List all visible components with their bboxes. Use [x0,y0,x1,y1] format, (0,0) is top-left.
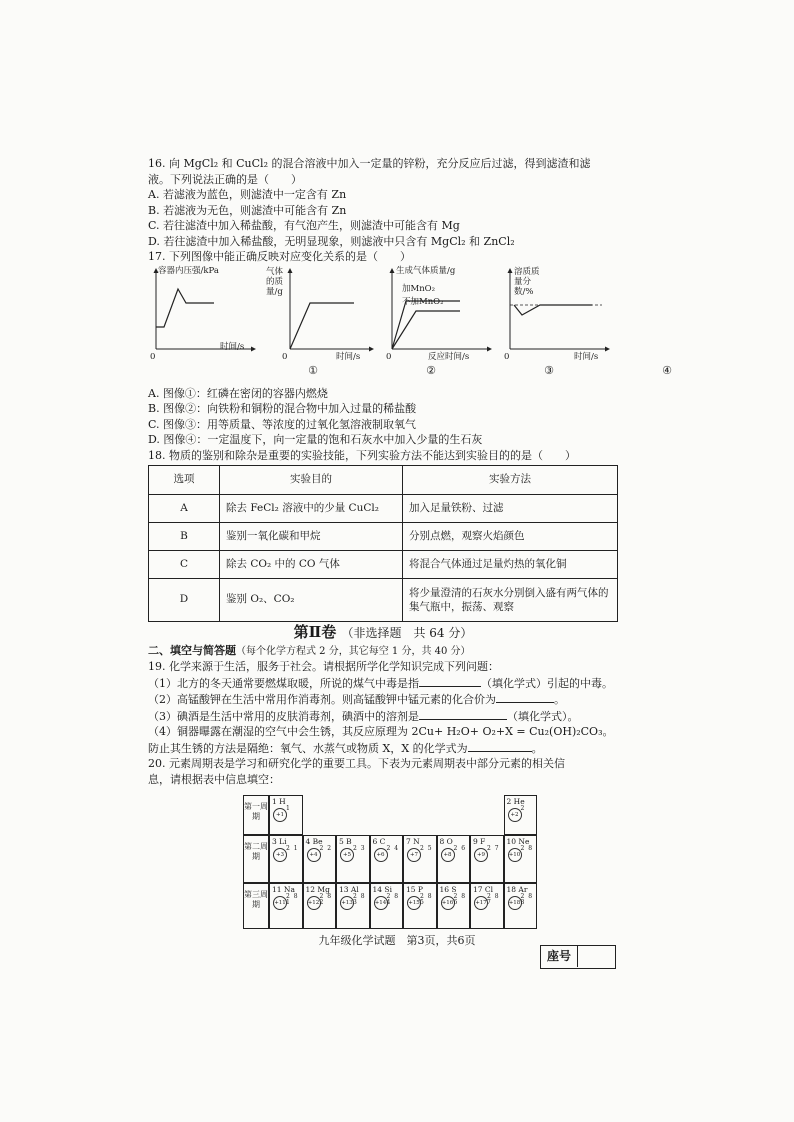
atom-nucleus-icon: +12 [307,896,321,910]
q19-item-4: （4）铜器曝露在潮湿的空气中会生锈，其反应原理为 2Cu+ H₂O+ O₂+X = Cu₂(OH)₂CO₃。 [148,725,614,738]
element-cell-cl [470,883,504,929]
q19-item-2-suffix: 。 [554,693,565,706]
element-cell-o [437,835,471,883]
element-cell-s [437,883,471,929]
q19-item-4-end: 。 [531,741,543,755]
chart-4-curve [514,305,592,315]
q19-answer-1-blank[interactable] [419,675,481,687]
electron-shells: 2 [520,805,526,812]
chart-3-legend-b: 不加MnO₂ [402,296,444,307]
element-label: 15 P [406,885,423,894]
section-2-heading-note: （每个化学方程式 2 分，其它每空 1 分，共 40 分） [236,645,471,657]
element-cell-f [470,835,504,883]
periodic-table [243,789,538,929]
atom-nucleus-icon: +8 [441,848,455,862]
electron-shells: 2 8 [520,845,534,852]
element-label: 16 S [439,885,457,894]
seat-number-label: 座号 [541,946,578,967]
element-cell-b [336,835,370,883]
q18-row-b-option: B [149,523,220,551]
atom-nucleus-icon: +9 [474,848,488,862]
q18-row-d-method: 将少量澄清的石灰水分别倒入盛有两气体的集气瓶中，振荡、观察 [403,579,618,622]
element-label: 11 Na [272,885,295,894]
element-cell-si [370,883,404,929]
electron-shells: 2 8 1 [286,893,299,906]
atom-nucleus-icon: +14 [374,896,388,910]
q18-table [148,465,618,622]
q16-stem-line2: 液。下列说法正确的是（ ） [148,172,302,186]
chart-4-caption: ④ [662,364,672,377]
section-2-subtitle: （非选择题 共 64 分） [341,626,473,640]
q17-option-a: A. 图像①：红磷在密闭的容器内燃烧 [148,386,328,400]
chart-4-origin: 0 [504,351,510,362]
electron-shells: 2 3 [353,845,366,852]
q17-option-d: D. 图像④：一定温度下，向一定量的饱和石灰水中加入少量的生石灰 [148,433,483,446]
element-cell-ne [504,835,538,883]
chart-3-plot [384,267,494,357]
electron-shells: 2 6 [453,845,467,852]
q19-item-4-line2-text: 防止其生锈的方法是隔绝：氧气、水蒸气或物质 X，X 的化学式为 [148,741,468,755]
electron-shells: 2 8 5 [420,893,433,906]
electron-shells: 2 2 [319,845,333,852]
element-label: 7 N [406,837,420,846]
section-2-heading [148,643,618,660]
q17-option-b: B. 图像②：向铁粉和铜粉的混合物中加入过量的稀盐酸 [148,402,417,415]
atom-nucleus-icon: +3 [273,848,287,862]
q19-item-3-text: （3）碘酒是生活中常用的皮肤消毒剂，碘酒中的溶剂是 [148,709,419,723]
chart-3-legend-a: 加MnO₂ [402,283,436,294]
q18-row-b-purpose: 鉴别一氧化碳和甲烷 [220,523,403,551]
period-2-label: 第二周期 [243,835,269,883]
table-row [149,523,618,551]
element-label: 10 Ne [506,837,530,846]
electron-shells: 2 8 8 [520,893,534,906]
element-label: 5 B [339,837,352,846]
q17-stem: 17. 下列图像中能正确反映对应变化关系的是（ ） [148,250,411,263]
q18-table-header [149,466,618,495]
chart-3-xlabel: 反应时间/s [428,351,470,362]
element-label: 8 O [439,837,453,846]
chart-3-ylabel: 生成气体质量/g [396,265,456,276]
q19-item-2 [148,691,618,708]
atom-nucleus-icon: +15 [407,896,421,910]
electron-shells: 2 7 [487,845,500,852]
atom-nucleus-icon: +2 [508,808,522,822]
element-cell-h [269,795,303,835]
element-cell-be [303,835,337,883]
q18-row-d-purpose: 鉴别 O₂、CO₂ [220,579,403,622]
q19-answer-4-blank[interactable] [468,740,532,752]
element-cell-na [269,883,303,929]
q18-header-method: 实验方法 [403,466,618,495]
chart-3-caption: ③ [544,364,554,377]
chart-3-origin: 0 [386,351,392,362]
q18-row-c-option: C [149,551,220,579]
q19-item-4-line2 [148,740,618,757]
chart-3-curve-catalyst [392,301,460,349]
table-row [149,579,618,622]
electron-shells: 2 4 [386,845,400,852]
atom-nucleus-icon: +5 [340,848,354,862]
q19-item-3 [148,708,618,725]
q19-answer-3-blank[interactable] [419,708,507,720]
element-label: 4 Be [305,837,323,846]
seat-number-field[interactable] [578,946,614,967]
chart-1-curve [156,289,214,327]
element-cell-mg [303,883,337,929]
electron-shells: 2 8 6 [453,893,467,906]
q17-charts [148,265,672,382]
q20-stem-line1: 20. 元素周期表是学习和研究化学的重要工具。下表为元素周期表中部分元素的相关信 [148,757,565,770]
period-1-label: 第一周期 [243,795,269,835]
chart-1-caption: ① [308,364,318,377]
electron-shells: 2 8 2 [319,893,333,906]
section-2-heading-text: 二、填空与简答题 [148,643,236,657]
electron-shells: 2 5 [420,845,433,852]
chart-2-curve [290,303,354,349]
element-label: 18 Ar [506,885,528,894]
element-label: 9 F [473,837,486,846]
element-label: 17 Cl [473,885,494,894]
element-label: 3 Li [272,837,287,846]
element-label: 14 Si [372,885,392,894]
q18-header-purpose: 实验目的 [220,466,403,495]
q18-row-a-purpose: 除去 FeCl₂ 溶液中的少量 CuCl₂ [220,495,403,523]
exam-content [148,156,672,929]
section-2-title-text: 第Ⅱ卷 [293,623,337,641]
q16-option-d: D. 若往滤渣中加入稀盐酸，无明显现象，则滤液中只含有 MgCl₂ 和 ZnCl₂ [148,234,515,248]
atom-nucleus-icon: +1 [273,808,287,822]
period-3-label: 第三周期 [243,883,269,929]
atom-nucleus-icon: +7 [407,848,421,862]
element-cell-p [403,883,437,929]
atom-nucleus-icon: +16 [441,896,455,910]
atom-nucleus-icon: +6 [374,848,388,862]
atom-nucleus-icon: +13 [340,896,354,910]
atom-nucleus-icon: +4 [307,848,321,862]
q19-item-2-text: （2）高锰酸钾在生活中常用作消毒剂。则高锰酸钾中锰元素的化合价为 [148,693,496,706]
chart-3-curve-no-catalyst [392,311,460,349]
q18-row-a-option: A [149,495,220,523]
seat-number-box [540,945,616,969]
electron-shells: 2 8 3 [353,893,366,906]
q17-option-c: C. 图像③：用等质量、等浓度的过氧化氢溶液制取氧气 [148,417,417,431]
atom-nucleus-icon: +11 [273,896,287,910]
chart-1-xlabel: 时间/s [220,341,245,352]
q18-row-b-method: 分别点燃，观察火焰颜色 [403,523,618,551]
q19-answer-2-blank[interactable] [496,691,554,703]
chart-2-ylabel: 气体的质量/g [266,266,284,297]
q18-stem: 18. 物质的鉴别和除杂是重要的实验技能，下列实验方法不能达到实验目的的是（ ） [148,448,576,462]
element-cell-li [269,835,303,883]
atom-nucleus-icon: +10 [508,848,522,862]
q18-row-c-purpose: 除去 CO₂ 中的 CO 气体 [220,551,403,579]
element-label: 2 He [506,797,525,806]
chart-4-ylabel: 溶质质量分数/% [514,266,540,297]
q16-stem-line1: 16. 向 MgCl₂ 和 CuCl₂ 的混合溶液中加入一定量的锌粉，充分反应后过滤，得到滤渣和滤 [148,157,591,170]
electron-shells: 2 8 7 [487,893,500,906]
q18-header-option: 选项 [149,466,220,495]
chart-2-xlabel: 时间/s [336,351,361,362]
element-cell-he [504,795,538,835]
table-row [149,551,618,579]
q16-option-a: A. 若滤液为蓝色，则滤渣中一定含有 Zn [148,188,347,201]
element-label: 6 C [372,837,386,846]
element-label: 12 Mg [305,885,330,894]
chart-4-xlabel: 时间/s [574,351,599,362]
atom-nucleus-icon: +17 [474,896,488,910]
section-2-title [148,625,618,642]
element-label: 13 Al [339,885,359,894]
q16-option-b: B. 若滤液为无色，则滤渣中可能含有 Zn [148,203,347,217]
electron-shells: 1 [286,805,291,812]
q19-item-1-text: （1）北方的冬天通常要燃煤取暖，所说的煤气中毒是指 [148,676,419,690]
q19-item-1 [148,675,618,692]
electron-shells: 2 1 [286,845,299,852]
chart-1-ylabel: 容器内压强/kPa [158,265,219,276]
chart-2-caption: ② [426,364,436,377]
table-row [149,495,618,523]
q18-row-a-method: 加入足量铁粉、过滤 [403,495,618,523]
element-cell-n [403,835,437,883]
element-cell-c [370,835,404,883]
q19-item-3-suffix: （填化学式）。 [507,709,579,723]
atom-nucleus-icon: +18 [508,896,522,910]
chart-4 [502,266,672,379]
page-footer: 九年级化学试题 第3页，共6页 [318,934,476,947]
q16-option-c: C. 若往滤渣中加入稀盐酸，有气泡产生，则滤渣中可能含有 Mg [148,219,460,232]
electron-shells: 2 8 4 [386,893,400,906]
element-cell-ar [504,883,538,929]
element-cell-al [336,883,370,929]
chart-1-origin: 0 [150,351,156,362]
q20-stem-line2: 息，请根据表中信息填空： [148,772,280,786]
q18-row-c-method: 将混合气体通过足量灼热的氧化铜 [403,551,618,579]
q19-stem: 19. 化学来源于生活，服务于社会。请根据所学化学知识完成下列问题： [148,660,499,673]
chart-2-origin: 0 [282,351,288,362]
q19-item-1-suffix: （填化学式）引起的中毒。 [481,676,613,690]
element-label: 1 H [272,797,286,806]
q18-row-d-option: D [149,579,220,622]
